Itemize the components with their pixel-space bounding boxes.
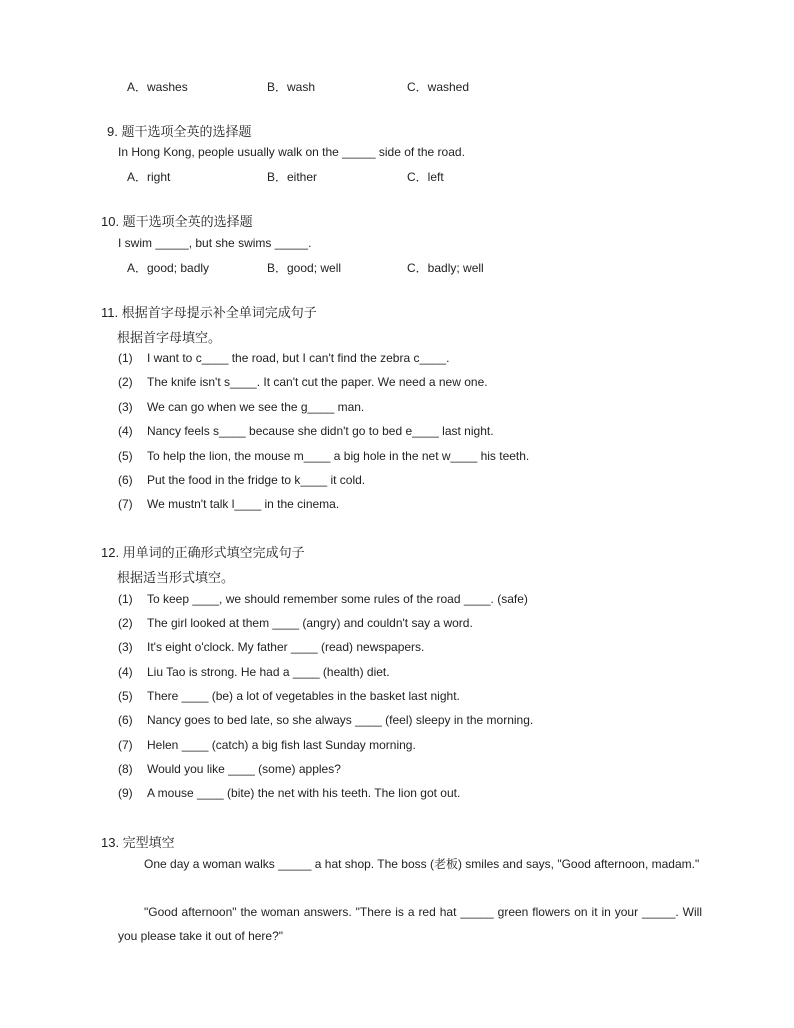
q12-instruction: 根据适当形式填空。 <box>117 570 235 585</box>
q10-stem: I swim _____, but she swims _____. <box>118 236 312 250</box>
item-number: (2) <box>118 616 133 630</box>
q10-option-c[interactable]: C．badly; well <box>407 261 484 275</box>
item-text: Helen ____ (catch) a big fish last Sunday morning. <box>147 738 416 752</box>
q8-option-c[interactable]: C．washed <box>407 80 470 94</box>
q11-item <box>118 375 678 393</box>
item-text: We mustn't talk l____ in the cinema. <box>147 497 340 511</box>
q12-item <box>118 689 678 707</box>
item-number: (6) <box>118 713 133 727</box>
q12-item <box>118 665 678 683</box>
item-number: (9) <box>118 786 133 800</box>
q11-item <box>118 424 678 442</box>
q9-option-b[interactable]: B．either <box>267 170 318 184</box>
q11-item <box>118 497 678 515</box>
item-text: Put the food in the fridge to k____ it cold. <box>147 473 366 487</box>
item-text: Nancy feels s____ because she didn't go to bed e____ last night. <box>147 424 494 438</box>
q9-stem: In Hong Kong, people usually walk on the _____ side of the road. <box>118 145 465 159</box>
q12-item <box>118 786 678 804</box>
item-number: (4) <box>118 665 133 679</box>
q13-paragraph <box>118 900 702 948</box>
item-number: (3) <box>118 400 133 414</box>
item-number: (8) <box>118 762 133 776</box>
q10-option-a[interactable]: A．good; badly <box>127 261 210 275</box>
item-text: I want to c____ the road, but I can't find the zebra c____. <box>147 351 450 365</box>
q8-options <box>127 78 627 96</box>
item-number: (5) <box>118 689 133 703</box>
item-number: (2) <box>118 375 133 389</box>
q11-instruction: 根据首字母填空。 <box>117 330 222 345</box>
item-text: To keep ____, we should remember some rules of the road ____. (safe) <box>147 592 528 606</box>
q13-paragraph <box>118 852 702 876</box>
q12-heading: 12. 用单词的正确形式填空完成句子 <box>101 545 305 560</box>
item-number: (7) <box>118 497 133 511</box>
item-number: (7) <box>118 738 133 752</box>
q11-heading: 11. 根据首字母提示补全单词完成句子 <box>101 305 317 320</box>
q9-option-c[interactable]: C．left <box>407 170 444 184</box>
item-text: Would you like ____ (some) apples? <box>147 762 341 776</box>
item-text: To help the lion, the mouse m____ a big hole in the net w____ his teeth. <box>147 449 530 463</box>
q12-item <box>118 616 678 634</box>
item-number: (6) <box>118 473 133 487</box>
q13-heading: 13. 完型填空 <box>101 835 175 850</box>
item-text: We can go when we see the g____ man. <box>147 400 365 414</box>
q11-item <box>118 449 678 467</box>
item-text: A mouse ____ (bite) the net with his teeth. The lion got out. <box>147 786 461 800</box>
paragraph-text: One day a woman walks _____ a hat shop. The boss (老板) smiles and says, "Good afternoon, madam." <box>144 857 700 871</box>
item-text: There ____ (be) a lot of vegetables in the basket last night. <box>147 689 460 703</box>
q9-options <box>127 168 627 186</box>
q12-item <box>118 762 678 780</box>
item-number: (1) <box>118 351 133 365</box>
q9-heading: 9. 题干选项全英的选择题 <box>107 124 252 139</box>
item-text: The knife isn't s____. It can't cut the paper. We need a new one. <box>147 375 488 389</box>
q8-option-b[interactable]: B．wash <box>267 80 316 94</box>
item-text: The girl looked at them ____ (angry) and couldn't say a word. <box>147 616 473 630</box>
q10-options <box>127 259 627 277</box>
q9-option-a[interactable]: A．right <box>127 170 171 184</box>
item-text: Nancy goes to bed late, so she always ____ (feel) sleepy in the morning. <box>147 713 534 727</box>
q11-item <box>118 400 678 418</box>
item-text: It's eight o'clock. My father ____ (read) newspapers. <box>147 640 425 654</box>
item-number: (3) <box>118 640 133 654</box>
q8-option-a[interactable]: A．washes <box>127 80 188 94</box>
item-text: Liu Tao is strong. He had a ____ (health) diet. <box>147 665 390 679</box>
q11-item <box>118 473 678 491</box>
item-number: (4) <box>118 424 133 438</box>
q12-item <box>118 713 678 731</box>
item-number: (1) <box>118 592 133 606</box>
q10-option-b[interactable]: B．good; well <box>267 261 342 275</box>
q10-heading: 10. 题干选项全英的选择题 <box>101 214 253 229</box>
q12-item <box>118 640 678 658</box>
item-number: (5) <box>118 449 133 463</box>
q11-item <box>118 351 678 369</box>
q12-item <box>118 592 678 610</box>
q12-item <box>118 738 678 756</box>
paragraph-text: "Good afternoon" the woman answers. "There is a red hat _____ green flowers on it in your _____. Will you please take it out of here?" <box>118 905 702 943</box>
